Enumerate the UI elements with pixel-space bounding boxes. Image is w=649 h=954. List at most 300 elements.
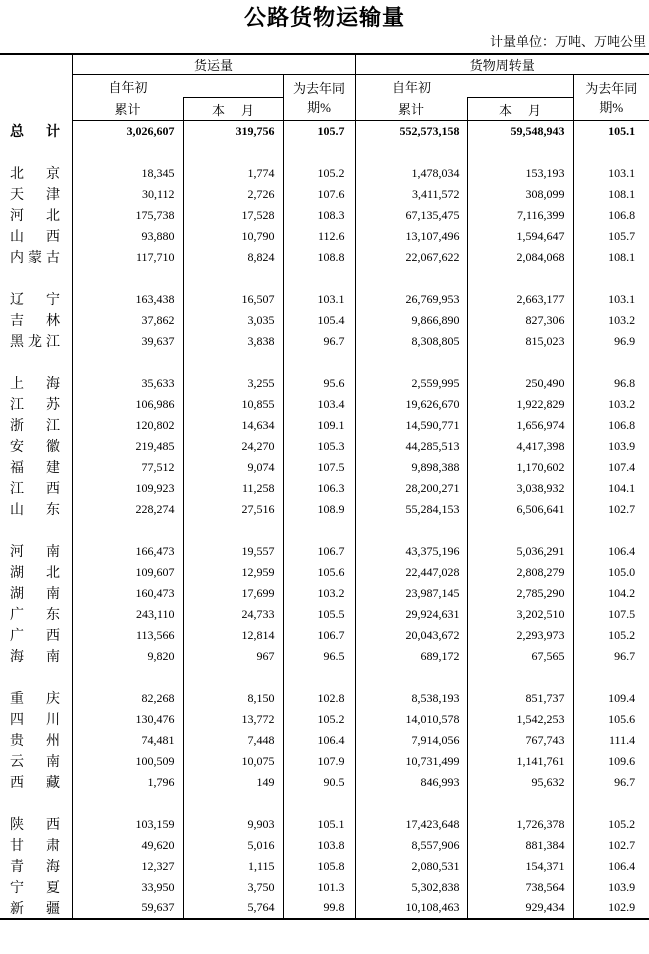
cell-month-turnover: 154,371 [467, 856, 573, 877]
cell-cumulative-turnover: 14,010,578 [355, 709, 467, 730]
cell-month-volume: 967 [183, 646, 283, 667]
table-row [0, 562, 649, 583]
cell-yoy-volume: 103.2 [283, 583, 355, 604]
col-header-yoy-volume [283, 75, 355, 121]
spacer-cell [573, 352, 649, 373]
row-label [0, 562, 72, 583]
spacer-cell [573, 142, 649, 163]
cell-cumulative-turnover: 3,411,572 [355, 184, 467, 205]
row-label [0, 709, 72, 730]
header-row-groups [0, 54, 649, 75]
cell-month-volume: 9,903 [183, 814, 283, 835]
cell-month-volume: 24,270 [183, 436, 283, 457]
cell-cumulative-volume: 100,509 [72, 751, 183, 772]
cell-yoy-turnover: 105.6 [573, 709, 649, 730]
cell-cumulative-turnover: 1,478,034 [355, 163, 467, 184]
cell-yoy-turnover: 108.1 [573, 184, 649, 205]
spacer-cell [283, 793, 355, 814]
cell-cumulative-turnover: 55,284,153 [355, 499, 467, 520]
cell-yoy-turnover: 106.8 [573, 415, 649, 436]
region-name: 河南 [10, 545, 60, 560]
row-label [0, 499, 72, 520]
row-label [0, 877, 72, 898]
region-name: 北京 [10, 167, 60, 182]
table-row [0, 688, 649, 709]
cell-yoy-turnover: 103.9 [573, 877, 649, 898]
region-name: 重庆 [10, 692, 60, 707]
cell-month-volume: 13,772 [183, 709, 283, 730]
cell-month-turnover: 881,384 [467, 835, 573, 856]
cell-month-turnover: 1,542,253 [467, 709, 573, 730]
region-name: 安徽 [10, 440, 60, 455]
cell-cumulative-volume: 39,637 [72, 331, 183, 352]
cell-yoy-turnover: 109.6 [573, 751, 649, 772]
region-name: 福建 [10, 461, 60, 476]
table-row [0, 898, 649, 919]
cell-cumulative-turnover: 5,302,838 [355, 877, 467, 898]
row-label [0, 604, 72, 625]
region-name: 辽宁 [10, 293, 60, 308]
cell-month-volume: 11,258 [183, 478, 283, 499]
table-row [0, 499, 649, 520]
cell-yoy-turnover: 107.4 [573, 457, 649, 478]
cell-yoy-volume: 105.3 [283, 436, 355, 457]
cell-cumulative-volume: 219,485 [72, 436, 183, 457]
table-row [0, 856, 649, 877]
since-year-start-label: 自年初 [392, 79, 432, 95]
region-name: 贵州 [10, 734, 60, 749]
row-label [0, 835, 72, 856]
cell-month-turnover: 2,084,068 [467, 247, 573, 268]
row-label [0, 541, 72, 562]
col-header-cumulative-turnover: 累计 [355, 98, 467, 121]
region-name: 湖北 [10, 566, 60, 581]
cell-yoy-turnover: 105.2 [573, 814, 649, 835]
spacer-cell [0, 520, 72, 541]
cell-yoy-turnover: 103.1 [573, 289, 649, 310]
cell-month-turnover: 1,922,829 [467, 394, 573, 415]
row-label [0, 331, 72, 352]
spacer-row [0, 352, 649, 373]
row-label [0, 457, 72, 478]
cell-month-turnover: 153,193 [467, 163, 573, 184]
cell-month-volume: 5,764 [183, 898, 283, 919]
region-name: 西藏 [10, 776, 60, 791]
spacer-cell [183, 793, 283, 814]
cell-cumulative-volume: 166,473 [72, 541, 183, 562]
cell-yoy-turnover: 104.2 [573, 583, 649, 604]
cell-month-volume: 12,959 [183, 562, 283, 583]
cell-month-turnover: 1,726,378 [467, 814, 573, 835]
region-name: 山东 [10, 503, 60, 518]
cell-month-volume: 3,750 [183, 877, 283, 898]
cell-yoy-volume: 103.8 [283, 835, 355, 856]
table-body [0, 121, 649, 919]
col-header-region [0, 54, 72, 121]
cell-yoy-volume: 107.6 [283, 184, 355, 205]
table-row [0, 310, 649, 331]
region-name: 甘肃 [10, 839, 60, 854]
row-label [0, 478, 72, 499]
cell-month-volume: 7,448 [183, 730, 283, 751]
row-label [0, 730, 72, 751]
row-label [0, 898, 72, 919]
cell-yoy-turnover: 106.4 [573, 856, 649, 877]
cell-yoy-turnover: 103.2 [573, 310, 649, 331]
cell-month-volume: 3,838 [183, 331, 283, 352]
region-name: 河北 [10, 209, 60, 224]
row-label [0, 415, 72, 436]
cell-yoy-volume: 107.5 [283, 457, 355, 478]
spacer-cell [72, 142, 183, 163]
cell-yoy-volume: 106.7 [283, 625, 355, 646]
spacer-cell [573, 793, 649, 814]
cell-cumulative-turnover: 19,626,670 [355, 394, 467, 415]
cell-cumulative-turnover: 9,898,388 [355, 457, 467, 478]
cell-yoy-volume: 105.5 [283, 604, 355, 625]
cell-month-turnover: 5,036,291 [467, 541, 573, 562]
table-row [0, 184, 649, 205]
cell-month-volume: 3,035 [183, 310, 283, 331]
spacer-cell [467, 667, 573, 688]
cell-month-turnover: 1,656,974 [467, 415, 573, 436]
cell-cumulative-volume: 106,986 [72, 394, 183, 415]
table-row [0, 835, 649, 856]
cell-month-turnover: 95,632 [467, 772, 573, 793]
cell-month-volume: 10,855 [183, 394, 283, 415]
spacer-cell [355, 268, 467, 289]
region-name: 四川 [10, 713, 60, 728]
region-name: 上海 [10, 377, 60, 392]
spacer-cell [467, 520, 573, 541]
cell-yoy-volume: 105.4 [283, 310, 355, 331]
col-header-month-turnover [467, 98, 573, 121]
cell-cumulative-volume: 117,710 [72, 247, 183, 268]
cell-month-volume: 3,255 [183, 373, 283, 394]
region-name: 湖南 [10, 587, 60, 602]
cell-yoy-volume: 112.6 [283, 226, 355, 247]
cell-month-turnover: 1,170,602 [467, 457, 573, 478]
cell-month-volume: 14,634 [183, 415, 283, 436]
cell-yoy-volume: 99.8 [283, 898, 355, 919]
row-label [0, 121, 72, 142]
cell-month-volume: 5,016 [183, 835, 283, 856]
cell-yoy-volume: 90.5 [283, 772, 355, 793]
spacer-cell [183, 268, 283, 289]
row-label [0, 226, 72, 247]
cell-month-turnover: 3,038,932 [467, 478, 573, 499]
cell-cumulative-volume: 175,738 [72, 205, 183, 226]
unit-note: 计量单位：万吨、万吨公里 [489, 34, 646, 49]
cell-yoy-turnover: 105.1 [573, 121, 649, 142]
cell-month-turnover: 851,737 [467, 688, 573, 709]
cell-yoy-volume: 103.4 [283, 394, 355, 415]
spacer-cell [72, 520, 183, 541]
cell-cumulative-volume: 74,481 [72, 730, 183, 751]
row-label [0, 583, 72, 604]
cell-month-turnover: 767,743 [467, 730, 573, 751]
spacer-cell [573, 268, 649, 289]
cell-yoy-turnover: 106.8 [573, 205, 649, 226]
cell-cumulative-volume: 163,438 [72, 289, 183, 310]
cell-cumulative-volume: 37,862 [72, 310, 183, 331]
region-name: 宁夏 [10, 881, 60, 896]
cell-yoy-turnover: 107.5 [573, 604, 649, 625]
region-name: 黑龙江 [10, 335, 60, 350]
cell-yoy-volume: 108.9 [283, 499, 355, 520]
region-name: 海南 [10, 650, 60, 665]
cell-cumulative-turnover: 689,172 [355, 646, 467, 667]
cell-month-volume: 19,557 [183, 541, 283, 562]
table-row [0, 394, 649, 415]
cell-month-turnover: 6,506,641 [467, 499, 573, 520]
cell-month-turnover: 2,808,279 [467, 562, 573, 583]
region-name: 总计 [10, 125, 60, 140]
cell-yoy-turnover: 96.9 [573, 331, 649, 352]
table-header [0, 54, 649, 121]
table-row [0, 289, 649, 310]
cell-cumulative-turnover: 20,043,672 [355, 625, 467, 646]
cell-month-volume: 1,774 [183, 163, 283, 184]
cell-month-turnover: 827,306 [467, 310, 573, 331]
row-label [0, 205, 72, 226]
cell-cumulative-turnover: 10,108,463 [355, 898, 467, 919]
table-row [0, 709, 649, 730]
cell-month-turnover: 929,434 [467, 898, 573, 919]
spacer-cell [355, 142, 467, 163]
table-row [0, 814, 649, 835]
spacer-cell [183, 520, 283, 541]
cell-cumulative-volume: 228,274 [72, 499, 183, 520]
yoy-line2: 期% [307, 99, 331, 115]
cell-yoy-turnover: 103.1 [573, 163, 649, 184]
header-row-mid [0, 75, 649, 98]
cell-month-volume: 12,814 [183, 625, 283, 646]
spacer-row [0, 268, 649, 289]
table-row [0, 583, 649, 604]
cell-yoy-volume: 106.4 [283, 730, 355, 751]
row-label [0, 772, 72, 793]
cell-yoy-volume: 105.2 [283, 163, 355, 184]
spacer-cell [183, 352, 283, 373]
row-label [0, 688, 72, 709]
table-row [0, 646, 649, 667]
cell-cumulative-volume: 49,620 [72, 835, 183, 856]
row-label [0, 184, 72, 205]
total-row [0, 121, 649, 142]
spacer-cell [355, 352, 467, 373]
cell-cumulative-turnover: 17,423,648 [355, 814, 467, 835]
cell-month-turnover: 59,548,943 [467, 121, 573, 142]
spacer-cell [283, 142, 355, 163]
cell-cumulative-volume: 113,566 [72, 625, 183, 646]
cell-yoy-volume: 108.8 [283, 247, 355, 268]
col-header-since-year-start-volume [72, 75, 283, 98]
cell-cumulative-turnover: 10,731,499 [355, 751, 467, 772]
cell-month-volume: 24,733 [183, 604, 283, 625]
spacer-cell [0, 268, 72, 289]
table-row [0, 205, 649, 226]
row-label [0, 436, 72, 457]
spacer-cell [0, 667, 72, 688]
freight-table [0, 53, 649, 920]
cell-cumulative-turnover: 8,557,906 [355, 835, 467, 856]
cell-cumulative-volume: 12,327 [72, 856, 183, 877]
row-label [0, 373, 72, 394]
spacer-cell [183, 142, 283, 163]
spacer-row [0, 793, 649, 814]
cell-cumulative-turnover: 14,590,771 [355, 415, 467, 436]
cell-yoy-turnover: 102.7 [573, 499, 649, 520]
cell-cumulative-turnover: 23,987,145 [355, 583, 467, 604]
cell-cumulative-volume: 93,880 [72, 226, 183, 247]
cell-yoy-turnover: 105.2 [573, 625, 649, 646]
cell-cumulative-turnover: 43,375,196 [355, 541, 467, 562]
cell-month-volume: 27,516 [183, 499, 283, 520]
row-label [0, 289, 72, 310]
row-label [0, 856, 72, 877]
cell-cumulative-volume: 82,268 [72, 688, 183, 709]
cell-cumulative-volume: 130,476 [72, 709, 183, 730]
spacer-cell [283, 268, 355, 289]
cell-month-volume: 1,115 [183, 856, 283, 877]
cell-yoy-volume: 95.6 [283, 373, 355, 394]
cell-month-volume: 16,507 [183, 289, 283, 310]
spacer-cell [355, 520, 467, 541]
region-name: 江西 [10, 482, 60, 497]
cell-yoy-volume: 105.7 [283, 121, 355, 142]
table-row [0, 478, 649, 499]
cell-cumulative-turnover: 13,107,496 [355, 226, 467, 247]
cell-cumulative-turnover: 2,559,995 [355, 373, 467, 394]
region-name: 天津 [10, 188, 60, 203]
spacer-cell [573, 520, 649, 541]
table-row [0, 604, 649, 625]
spacer-cell [467, 142, 573, 163]
cell-cumulative-volume: 109,607 [72, 562, 183, 583]
cell-yoy-volume: 96.7 [283, 331, 355, 352]
row-label [0, 247, 72, 268]
spacer-row [0, 142, 649, 163]
cell-month-volume: 10,075 [183, 751, 283, 772]
cell-month-turnover: 67,565 [467, 646, 573, 667]
spacer-row [0, 520, 649, 541]
cell-yoy-volume: 108.3 [283, 205, 355, 226]
row-label [0, 625, 72, 646]
cell-yoy-turnover: 102.9 [573, 898, 649, 919]
row-label [0, 814, 72, 835]
cell-cumulative-volume: 120,802 [72, 415, 183, 436]
cell-yoy-turnover: 103.9 [573, 436, 649, 457]
spacer-cell [183, 667, 283, 688]
col-header-month-volume [183, 98, 283, 121]
cell-cumulative-volume: 103,159 [72, 814, 183, 835]
region-name: 山西 [10, 230, 60, 245]
cell-yoy-volume: 105.1 [283, 814, 355, 835]
cell-yoy-turnover: 105.0 [573, 562, 649, 583]
spacer-cell [283, 667, 355, 688]
cell-yoy-turnover: 102.7 [573, 835, 649, 856]
cell-month-turnover: 2,785,290 [467, 583, 573, 604]
col-header-freight-volume: 货运量 [72, 54, 355, 75]
cell-yoy-turnover: 103.2 [573, 394, 649, 415]
since-year-start-label: 自年初 [108, 79, 148, 95]
col-header-yoy-turnover [573, 75, 649, 121]
cell-cumulative-volume: 59,637 [72, 898, 183, 919]
cell-yoy-turnover: 105.7 [573, 226, 649, 247]
cell-month-volume: 10,790 [183, 226, 283, 247]
cell-month-volume: 8,824 [183, 247, 283, 268]
cell-cumulative-turnover: 552,573,158 [355, 121, 467, 142]
region-name: 广西 [10, 629, 60, 644]
spacer-cell [283, 520, 355, 541]
spacer-cell [355, 793, 467, 814]
cell-yoy-volume: 105.2 [283, 709, 355, 730]
cell-yoy-volume: 105.8 [283, 856, 355, 877]
spacer-cell [72, 793, 183, 814]
cell-cumulative-volume: 243,110 [72, 604, 183, 625]
cell-month-turnover: 815,023 [467, 331, 573, 352]
cell-yoy-volume: 101.3 [283, 877, 355, 898]
cell-month-turnover: 3,202,510 [467, 604, 573, 625]
region-name: 江苏 [10, 398, 60, 413]
cell-yoy-volume: 107.9 [283, 751, 355, 772]
cell-cumulative-volume: 1,796 [72, 772, 183, 793]
yoy-line2: 期% [599, 99, 624, 115]
cell-month-volume: 17,699 [183, 583, 283, 604]
col-header-since-year-start-turnover [355, 75, 573, 98]
cell-cumulative-volume: 30,112 [72, 184, 183, 205]
cell-yoy-volume: 106.3 [283, 478, 355, 499]
table-row [0, 226, 649, 247]
region-name: 云南 [10, 755, 60, 770]
cell-cumulative-turnover: 8,308,805 [355, 331, 467, 352]
cell-yoy-volume: 106.7 [283, 541, 355, 562]
cell-cumulative-turnover: 2,080,531 [355, 856, 467, 877]
spacer-cell [0, 142, 72, 163]
spacer-cell [0, 793, 72, 814]
cell-month-turnover: 7,116,399 [467, 205, 573, 226]
table-row [0, 436, 649, 457]
cell-cumulative-volume: 33,950 [72, 877, 183, 898]
spacer-cell [72, 667, 183, 688]
spacer-cell [283, 352, 355, 373]
table-row [0, 730, 649, 751]
cell-month-volume: 17,528 [183, 205, 283, 226]
cell-cumulative-volume: 9,820 [72, 646, 183, 667]
row-label [0, 646, 72, 667]
cell-month-turnover: 2,293,973 [467, 625, 573, 646]
region-name: 内蒙古 [10, 251, 60, 266]
spacer-cell [467, 352, 573, 373]
cell-yoy-turnover: 96.8 [573, 373, 649, 394]
spacer-cell [573, 667, 649, 688]
cell-yoy-turnover: 111.4 [573, 730, 649, 751]
cell-month-volume: 8,150 [183, 688, 283, 709]
region-name: 广东 [10, 608, 60, 623]
table-row [0, 541, 649, 562]
row-label [0, 394, 72, 415]
yoy-line1: 为去年同 [585, 80, 638, 96]
cell-cumulative-volume: 35,633 [72, 373, 183, 394]
cell-month-turnover: 738,564 [467, 877, 573, 898]
table-row [0, 373, 649, 394]
row-label [0, 163, 72, 184]
cell-cumulative-volume: 109,923 [72, 478, 183, 499]
cell-month-volume: 149 [183, 772, 283, 793]
cell-cumulative-turnover: 22,447,028 [355, 562, 467, 583]
cell-yoy-turnover: 106.4 [573, 541, 649, 562]
